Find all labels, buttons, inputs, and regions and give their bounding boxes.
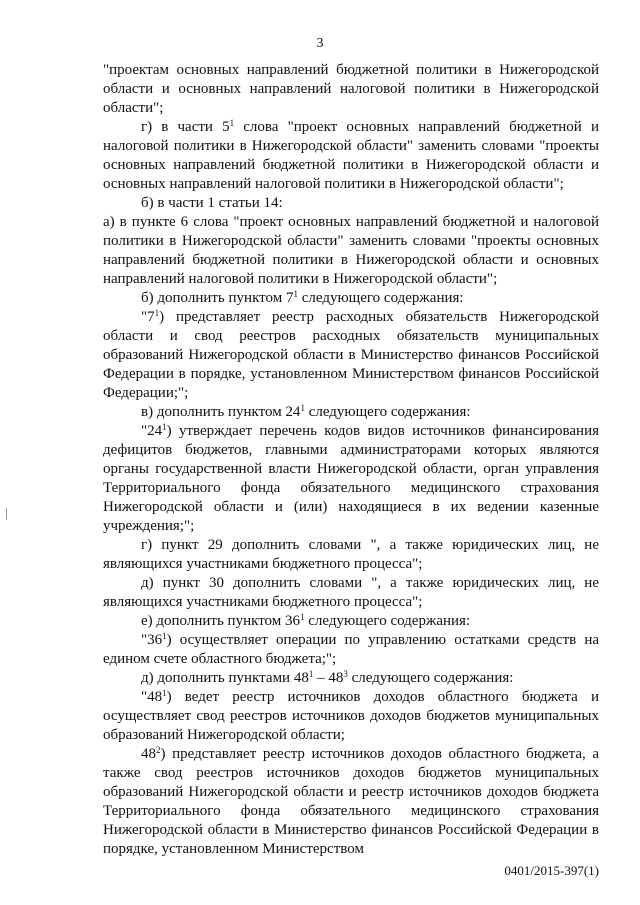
paragraph-text: ) осуществляет операции по управлению остатками средств на едином счете областного бюджета;";: [103, 632, 599, 667]
paragraph-text: следующего содержания:: [297, 290, 464, 306]
superscript: 1: [154, 308, 160, 318]
paragraph-text: ) представляет реестр источников доходов областного бюджета, а также свод реестров источников доходов бюджетов муниципальных образований Нижегородской области и реестр источников доходов бюджета Территориального фонда обязательного медицинского страхования Нижегородской области в Министерство финансов Российской Федерации в порядке, установленном Министерством: [103, 746, 599, 857]
paragraph-text: ) ведет реестр источников доходов областного бюджета и осуществляет свод реестров источников доходов бюджетов муниципальных образований Нижегородской области;: [103, 689, 599, 743]
superscript: 2: [156, 745, 161, 755]
paragraph-text: слова "проект основных направлений бюджетной и налоговой политики в Нижегородской области" заменить словами "проекты основных направлений бюджетной политики в Нижегородской области и основных направлений налоговой политики в Нижегородской области";: [103, 119, 599, 192]
paragraph-text: следующего содержания:: [347, 670, 514, 686]
superscript: 1: [229, 118, 235, 128]
paragraph: [103, 536, 599, 574]
paragraph: [103, 194, 599, 213]
paragraph: [103, 61, 599, 118]
superscript: 1: [293, 289, 298, 299]
paragraph: [103, 308, 599, 403]
margin-mark: [6, 508, 7, 520]
superscript: 1: [300, 403, 305, 413]
paragraph-text: г) пункт 29 дополнить словами ", а также юридических лиц, не являющихся участниками бюджетного процесса";: [103, 537, 599, 572]
paragraph-text: а) в пункте 6 слова "проект основных направлений бюджетной и налоговой политики в Нижегородской области" заменить словами "проекты основных направлений бюджетной политики в Нижегородской области и основных направлений налоговой политики в Нижегородской области";: [103, 214, 599, 287]
superscript: 1: [162, 631, 167, 641]
superscript: 1: [300, 612, 305, 622]
paragraph-text: "7: [141, 309, 155, 325]
paragraph: [103, 213, 599, 289]
superscript: 1: [162, 422, 167, 432]
document-code: 0401/2015-397(1): [504, 863, 599, 878]
paragraph: [103, 289, 599, 308]
paragraph-text: следующего содержания:: [304, 613, 471, 629]
paragraph-text: б) дополнить пунктом 7: [141, 290, 294, 306]
paragraph-text: д) пункт 30 дополнить словами ", а также юридических лиц, не являющихся участниками бюджетного процесса";: [103, 575, 599, 610]
document-body: [103, 61, 599, 859]
paragraph-text: е) дополнить пунктом 36: [141, 613, 301, 629]
superscript: 1: [162, 688, 167, 698]
paragraph: [103, 574, 599, 612]
paragraph-text: "проектам основных направлений бюджетной политики в Нижегородской области и основных направлений налоговой политики в Нижегородской области";: [103, 62, 599, 116]
superscript: 3: [343, 669, 348, 679]
superscript: 1: [308, 669, 314, 679]
paragraph: [103, 688, 599, 745]
paragraph-text: г) в части 5: [141, 119, 230, 135]
paragraph: [103, 612, 599, 631]
paragraph-text: б) в части 1 статьи 14:: [141, 195, 283, 211]
paragraph-text: в) дополнить пунктом 24: [141, 404, 301, 420]
paragraph: [103, 403, 599, 422]
paragraph: [103, 422, 599, 536]
page-number: 3: [316, 36, 324, 51]
paragraph: [103, 118, 599, 194]
paragraph: [103, 631, 599, 669]
paragraph-text: ) утверждает перечень кодов видов источников финансирования дефицитов бюджетов, главными администраторами которых являются органы государственной власти Нижегородской области, орган управления Территориального фонда обязательного медицинского страхования Нижегородской области и (или) находящиеся в их ведении казенные учреждения;";: [103, 423, 599, 534]
paragraph-text: следующего содержания:: [304, 404, 471, 420]
paragraph-text: "24: [141, 423, 163, 439]
paragraph-text: – 48: [313, 670, 344, 686]
paragraph: [103, 669, 599, 688]
paragraph-text: "48: [141, 689, 163, 705]
paragraph: [103, 745, 599, 859]
paragraph-text: 48: [141, 746, 156, 762]
paragraph-text: д) дополнить пунктами 48: [141, 670, 309, 686]
paragraph-text: "36: [141, 632, 163, 648]
paragraph-text: ) представляет реестр расходных обязательств Нижегородской области и свод реестров расходных обязательств муниципальных образований Нижегородской области в Министерство финансов Российской Федерации в порядке, установленном Министерством финансов Российской Федерации;";: [103, 309, 599, 401]
